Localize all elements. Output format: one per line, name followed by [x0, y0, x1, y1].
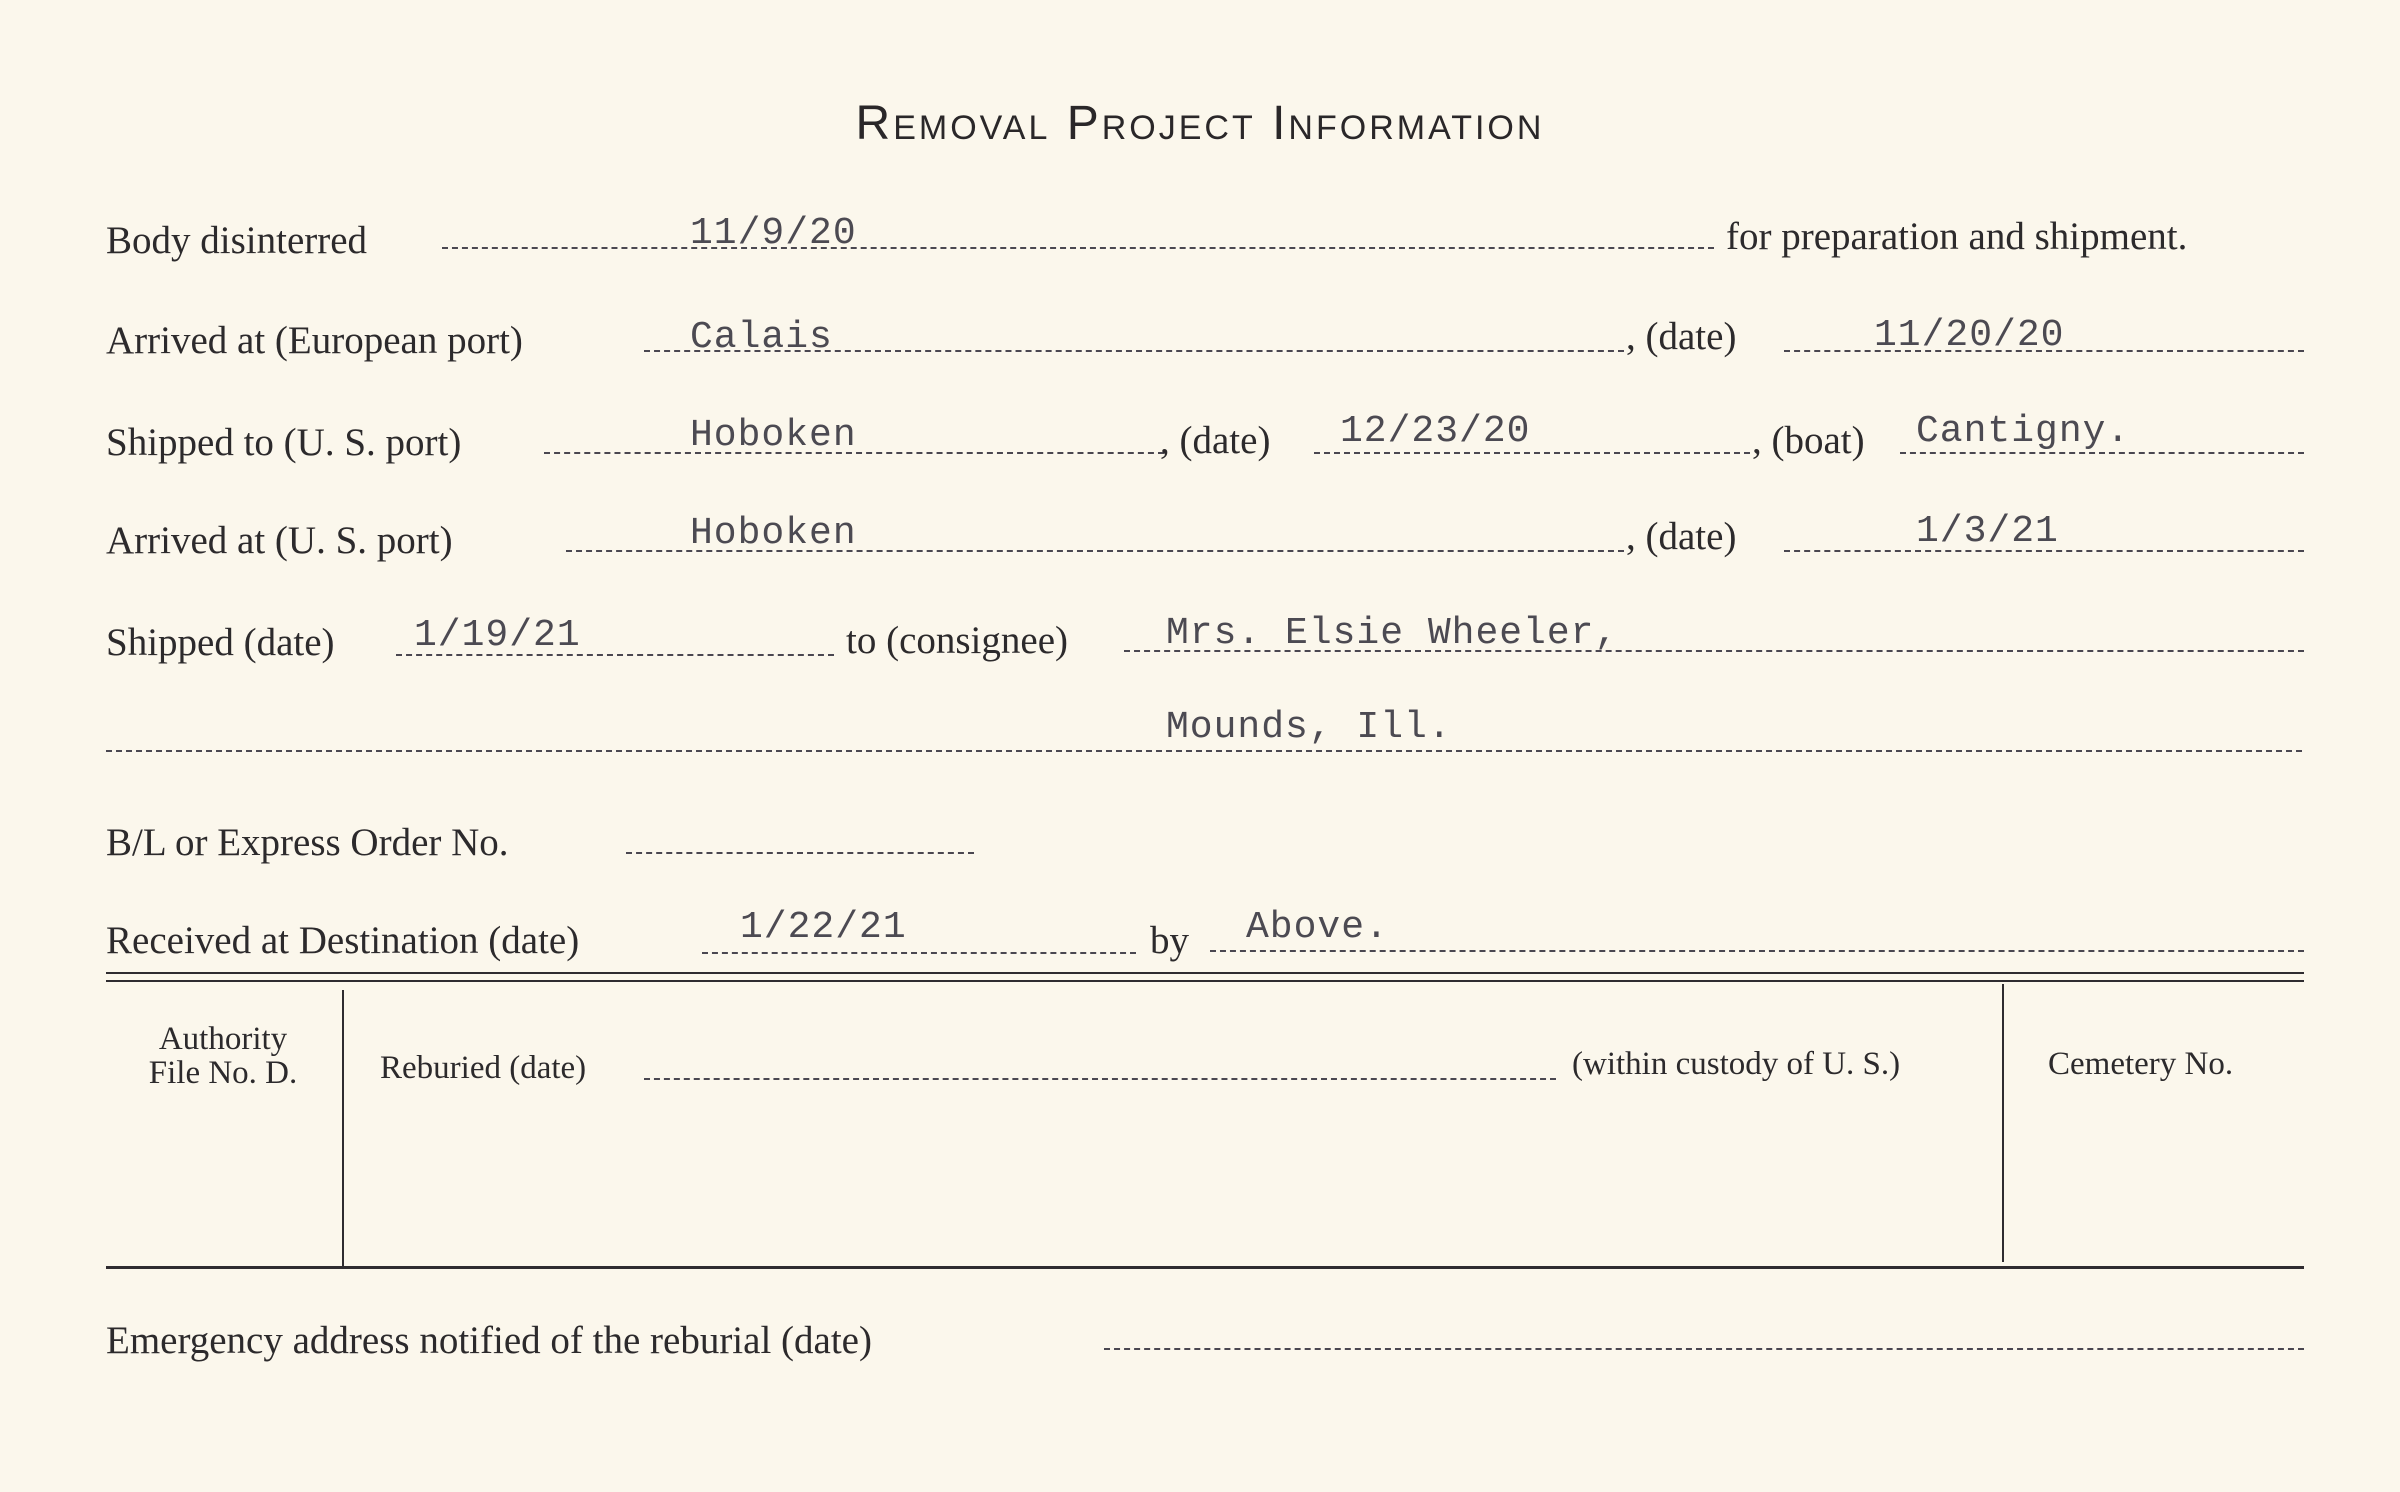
shipped-us-value[interactable]: Hoboken	[690, 414, 857, 457]
arrived-europe-date-label: , (date)	[1626, 315, 1737, 358]
arrived-us-label: Arrived at (U. S. port)	[106, 519, 453, 562]
disinterred-label: Body disinterred	[106, 219, 368, 262]
table-top-rule-2	[106, 980, 2304, 982]
shipped-us-boat-label: , (boat)	[1752, 419, 1865, 462]
reburied-label: Reburied (date)	[380, 1050, 587, 1086]
arrived-europe-date[interactable]: 11/20/20	[1874, 314, 2065, 357]
received-by-label: by	[1150, 919, 1189, 962]
shipped-us-date-label: , (date)	[1160, 419, 1271, 462]
shipped-us-date[interactable]: 12/23/20	[1340, 410, 1531, 453]
consignee-address[interactable]: Mounds, Ill.	[1166, 706, 1452, 749]
bl-line[interactable]	[626, 852, 974, 854]
disinterred-line	[442, 247, 1714, 249]
shipped-us-label: Shipped to (U. S. port)	[106, 421, 462, 464]
arrived-us-value[interactable]: Hoboken	[690, 512, 857, 555]
authority-line-1: Authority	[158, 1021, 288, 1057]
table-divider-right	[2002, 984, 2004, 1262]
reburied-line[interactable]	[644, 1078, 1556, 1080]
emergency-label: Emergency address notified of the reburial (date)	[106, 1319, 872, 1362]
consignee-label: to (consignee)	[846, 619, 1069, 662]
consignee-name[interactable]: Mrs. Elsie Wheeler,	[1166, 612, 1619, 655]
table-top-rule-1	[106, 972, 2304, 974]
disinterred-suffix: for preparation and shipment.	[1726, 215, 2188, 258]
table-divider-left	[342, 990, 344, 1266]
shipped-us-boat[interactable]: Cantigny.	[1916, 410, 2131, 453]
arrived-europe-label: Arrived at (European port)	[106, 319, 523, 362]
card-title: Removal Project Information	[855, 97, 1545, 150]
authority-line-2: File No. D.	[148, 1055, 298, 1091]
shipped-date[interactable]: 1/19/21	[414, 614, 581, 657]
arrived-europe-value[interactable]: Calais	[690, 316, 833, 359]
received-label: Received at Destination (date)	[106, 919, 580, 962]
custody-label: (within custody of U. S.)	[1572, 1046, 1901, 1082]
arrived-us-date[interactable]: 1/3/21	[1916, 510, 2059, 553]
received-by[interactable]: Above.	[1246, 906, 1389, 949]
table-bottom-rule	[106, 1266, 2304, 1269]
received-by-line	[1210, 950, 2304, 952]
shipped-date-label: Shipped (date)	[106, 621, 335, 664]
bl-label: B/L or Express Order No.	[106, 821, 509, 864]
received-date[interactable]: 1/22/21	[740, 906, 907, 949]
disinterred-value[interactable]: 11/9/20	[690, 212, 857, 255]
cemetery-label: Cemetery No.	[2048, 1046, 2234, 1082]
authority-label	[110, 1022, 336, 1090]
consignee-address-line	[106, 750, 2302, 752]
arrived-us-date-label: , (date)	[1626, 515, 1737, 558]
received-date-line	[702, 952, 1136, 954]
emergency-line[interactable]	[1104, 1348, 2304, 1350]
